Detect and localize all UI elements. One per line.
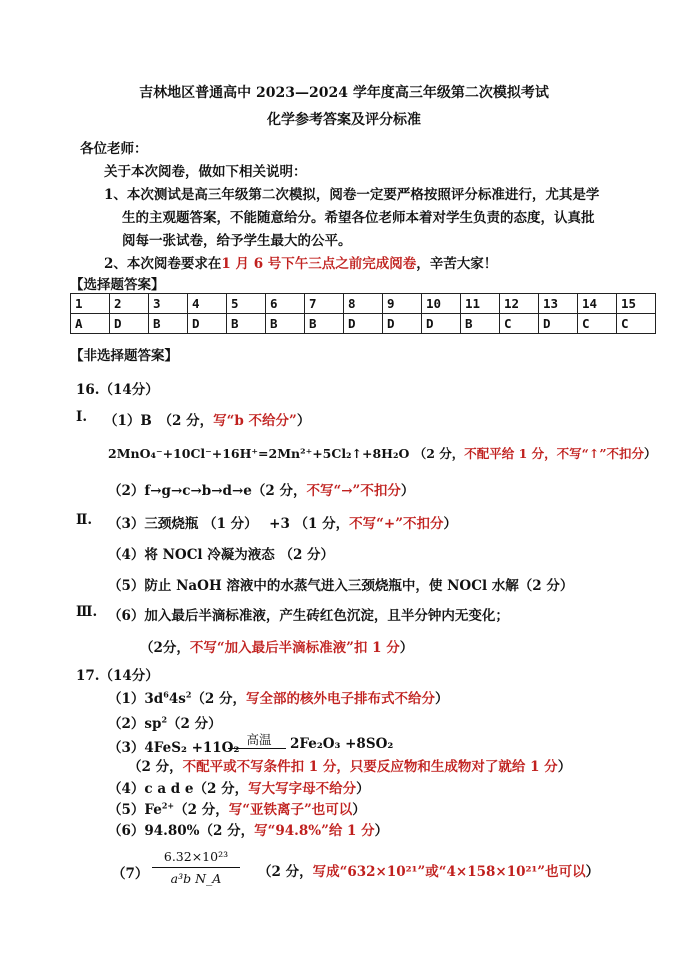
q17-line-5: （4）c a d e（2 分，写大写字母不给分） xyxy=(108,781,370,797)
fraction-bar xyxy=(152,867,240,868)
q16-part-i: Ⅰ. xyxy=(76,409,88,425)
q16-line-8: （2分，不写“加入最后半滴标准液”扣 1 分） xyxy=(140,640,414,656)
fraction-numerator: 6.32×10²³ xyxy=(163,849,229,864)
greeting: 各位老师： xyxy=(80,141,148,157)
mc-number-cell: 6 xyxy=(266,294,305,314)
q16-line-5: （4）将 NOCl 冷凝为液态 （2 分） xyxy=(108,547,335,563)
note-2: 2、本次阅卷要求在1 月 6 号下午三点之前完成阅卷，辛苦大家！ xyxy=(104,256,498,272)
mc-number-cell: 13 xyxy=(539,294,578,314)
q17-line-2: $(2)sp^2(2$ 分） xyxy=(108,714,222,732)
mc-answer-cell: D xyxy=(383,314,422,334)
q16-line-6: （5）防止 NaOH 溶液中的水蒸气进入三颈烧瓶中，使 NOCl 水解（2 分） xyxy=(108,578,574,594)
mc-answer-cell: B xyxy=(461,314,500,334)
fraction-denominator: a³b N_A xyxy=(170,871,222,886)
q17-line-4: （2 分，不配平或不写条件扣 1 分，只要反应物和生成物对了就给 1 分） xyxy=(128,759,572,775)
mc-answer-row xyxy=(71,314,656,334)
mc-number-cell: 10 xyxy=(422,294,461,314)
nonmc-header: 【非选择题答案】 xyxy=(70,348,178,364)
mc-answer-cell: B xyxy=(305,314,344,334)
mc-number-cell: 5 xyxy=(227,294,266,314)
mc-answer-cell: C xyxy=(617,314,656,334)
q17-heading: 17.（14分） xyxy=(76,668,159,684)
mc-number-cell: 3 xyxy=(149,294,188,314)
mc-answer-cell: D xyxy=(539,314,578,334)
deadline: 1 月 6 号下午三点之前完成阅卷 xyxy=(221,256,417,272)
mc-answer-cell: B xyxy=(227,314,266,334)
reaction-condition: 高温 xyxy=(246,732,272,747)
mc-number-cell: 8 xyxy=(344,294,383,314)
mc-number-cell: 11 xyxy=(461,294,500,314)
reaction-arrow-line xyxy=(228,748,286,749)
note-1a: 1、本次测试是高三年级第二次模拟，阅卷一定要严格按照评分标准进行，尤其是学 xyxy=(104,187,600,203)
q16-part-iii: Ⅲ. xyxy=(76,604,98,620)
note-1b: 生的主观题答案，不能随意给分。希望各位老师本着对学生负责的态度，认真批 xyxy=(122,210,595,226)
q17-line-3-left: （3）4FeS₂ +11O₂ xyxy=(108,740,240,756)
note-1c: 阅每一张试卷，给予学生最大的公平。 xyxy=(122,233,352,249)
mc-answer-cell: C xyxy=(578,314,617,334)
page-title: 吉林地区普通高中 2023—2024 学年度高三年级第二次模拟考试 xyxy=(139,85,549,101)
mc-answer-cell: D xyxy=(188,314,227,334)
q16-equation: 2MnO₄⁻+10Cl⁻+16H⁺=2Mn²⁺+5Cl₂↑+8H₂O xyxy=(108,446,410,461)
mc-number-cell: 14 xyxy=(578,294,617,314)
mc-number-cell: 1 xyxy=(71,294,110,314)
mc-answer-cell: A xyxy=(71,314,110,334)
q16-line-4: （3）三颈烧瓶 （1 分） +3 （1 分，不写“+”不扣分） xyxy=(108,516,457,532)
q17-line-6: $(5)Fe^{2+}(2$ 分，写“亚铁离子”也可以） xyxy=(108,800,366,818)
mc-number-cell: 4 xyxy=(188,294,227,314)
mc-header: 【选择题答案】 xyxy=(70,277,165,293)
mc-answer-cell: B xyxy=(266,314,305,334)
mc-number-cell: 9 xyxy=(383,294,422,314)
mc-number-cell: 7 xyxy=(305,294,344,314)
q17-line-7: （6）94.80%（2 分，写“94.8%”给 1 分） xyxy=(108,823,389,839)
q16-line-2: 2MnO₄⁻+10Cl⁻+16H⁺=2Mn²⁺+5Cl₂↑+8H₂O （2 分，不配平给 1 分，不写“↑”不扣分） xyxy=(108,446,657,461)
mc-number-row xyxy=(71,294,656,314)
mc-number-cell: 15 xyxy=(617,294,656,314)
q17-line-8-label: （7） xyxy=(112,866,149,882)
q16-line-7: （6）加入最后半滴标准液，产生砖红色沉淀，且半分钟内无变化； xyxy=(108,608,509,624)
mc-answer-cell: D xyxy=(110,314,149,334)
mc-answer-table xyxy=(70,293,656,334)
page-subtitle: 化学参考答案及评分标准 xyxy=(267,112,421,128)
q16-line-1: （1）B （2 分，写“b 不给分”） xyxy=(104,413,311,429)
mc-answer-cell: D xyxy=(344,314,383,334)
q17-line-3-right: 2Fe₂O₃ +8SO₂ xyxy=(290,736,394,752)
mc-answer-cell: B xyxy=(149,314,188,334)
q17-line-8: （2 分，写成“632×10²¹”或“4×158×10²¹”也可以） xyxy=(258,864,600,880)
q17-line-1: $(1)3d^64s^2(2$ 分，写全部的核外电子排布式不给分） xyxy=(108,689,449,707)
mc-answer-cell: C xyxy=(500,314,539,334)
q16-line-3: （2）f→g→c→b→d→e（2 分，不写“→”不扣分） xyxy=(108,483,415,499)
intro: 关于本次阅卷，做如下相关说明： xyxy=(104,164,307,180)
q16-part-ii: Ⅱ. xyxy=(76,512,93,528)
mc-answer-cell: D xyxy=(422,314,461,334)
mc-number-cell: 2 xyxy=(110,294,149,314)
q16-heading: 16.（14分） xyxy=(76,382,159,398)
mc-number-cell: 12 xyxy=(500,294,539,314)
